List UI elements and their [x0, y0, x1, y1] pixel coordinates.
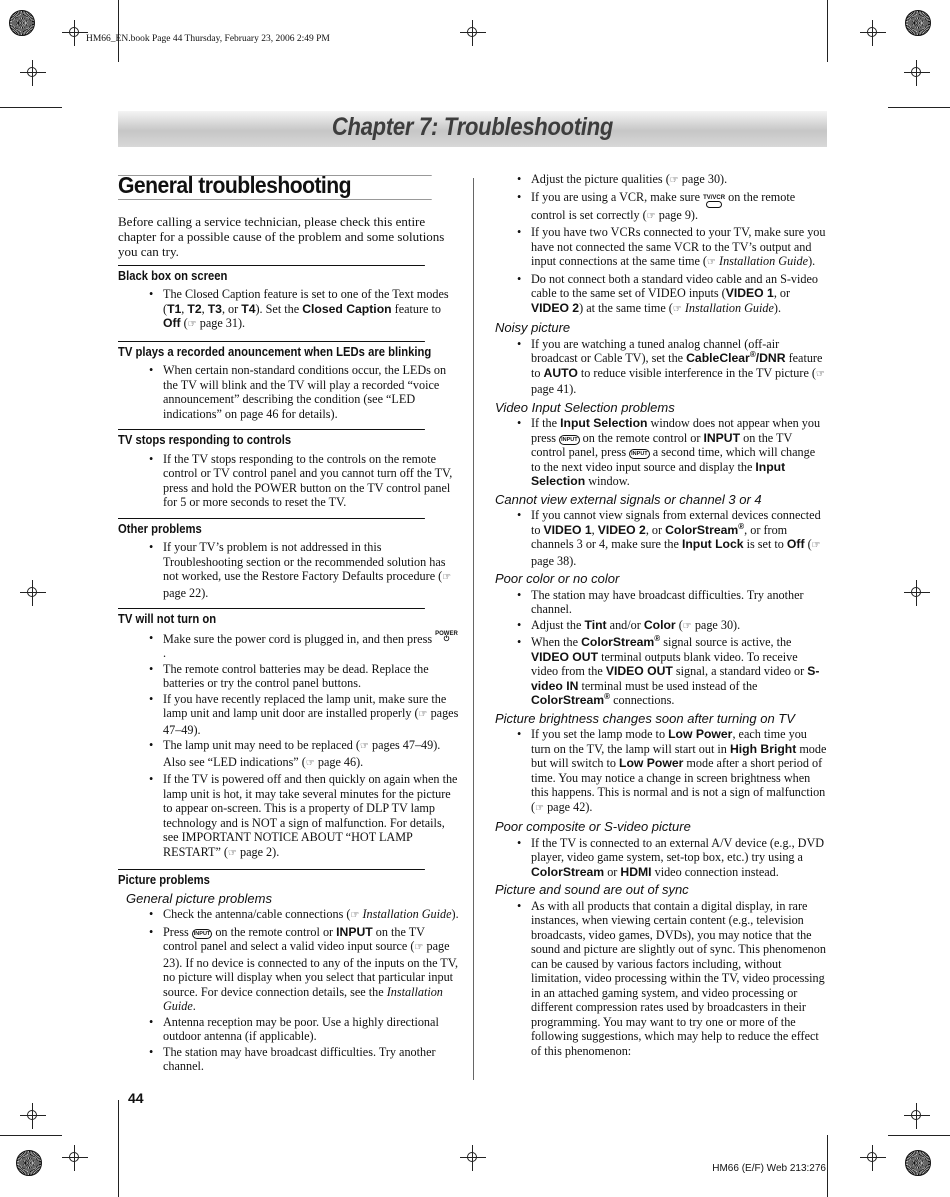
pointer-icon: ☞ [811, 540, 821, 551]
list-item: • When certain non-standard conditions occur, the LEDs on the TV will blink and the TV will play a recorded “voice announcement” describing the condition (see “LED indications” on page 46 for details). [118, 363, 459, 421]
list-item: • The remote control batteries may be dead. Replace the batteries or try the control panel buttons. [118, 662, 459, 691]
registration-disk-icon [16, 1150, 42, 1176]
list-item: • If you cannot view signals from external devices connected to VIDEO 1, VIDEO 2, or ColorStream®, or from channels 3 or 4, make sure the Input Lock is set to Off (☞ page 38). [495, 508, 827, 568]
pointer-icon: ☞ [442, 572, 452, 583]
list-item: • If the TV stops responding to the controls on the remote control or TV control panel and you cannot turn off the TV, press and hold the POWER button on the TV control panel for 5 or more seconds to reset the TV. [118, 452, 459, 510]
input-button-icon: INPUT [561, 436, 578, 443]
input-button-icon: INPUT [193, 930, 211, 937]
left-column [118, 172, 459, 1082]
crop-mark-icon [860, 20, 886, 46]
picture-problems-list [118, 907, 459, 1074]
crop-mark-icon [20, 60, 46, 86]
right-column [495, 172, 827, 1062]
will-not-turn-on-heading: TV will not turn on [118, 608, 425, 627]
list-item: • If you have recently replaced the lamp unit, make sure the lamp unit and lamp unit door are installed properly (☞ pages 47–49). [118, 692, 459, 738]
pointer-icon: ☞ [414, 942, 424, 953]
crop-mark-icon [460, 1145, 486, 1171]
pointer-icon: ☞ [535, 802, 545, 814]
composite-list [495, 836, 827, 880]
list-item: • If you are watching a tuned analog channel (off-air broadcast or Cable TV), set the CableClear®/DNR feature to AUTO to reduce visible interference in the TV picture (☞ page 41). [495, 337, 827, 397]
poor-color-list [495, 588, 827, 708]
crop-mark-icon [904, 1103, 930, 1129]
list-item: • If you have two VCRs connected to your TV, make sure you have not connected the same VCR to the TV’s output and input connections at the same time (☞ Installation Guide). [495, 225, 827, 271]
list-item: • As with all products that contain a digital display, in rare instances, when viewing certain content (e.g., television broadcasts, video games, DVDs), you may notice that the sound and picture are slightly out of sync. This phenomenon can be caused by various factors including, without limitation, video processing within the TV, video processing in an attached gaming system, and video processing or different compression rates used by broadcasters in their programming. You may want to try one or more of the following suggestions, which may help to reduce the effect of this phenomenon: [495, 899, 827, 1059]
video-input-selection-list [495, 416, 827, 489]
sync-heading: Picture and sound are out of sync [495, 882, 689, 897]
external-signals-heading: Cannot view external signals or channel 3 or 4 [495, 491, 762, 507]
trim-line [118, 1100, 119, 1197]
page-number: 44 [128, 1090, 144, 1106]
pointer-icon: ☞ [227, 847, 237, 859]
brightness-list [495, 727, 827, 816]
led-list [118, 363, 459, 421]
section-heading: General troubleshooting [118, 175, 432, 200]
input-button-icon: INPUT [631, 451, 648, 457]
crop-mark-icon [62, 1145, 88, 1171]
list-item: • The station may have broadcast difficulties. Try another channel. [495, 588, 827, 617]
stops-responding-heading: TV stops responding to controls [118, 429, 425, 448]
crop-mark-icon [460, 20, 486, 46]
trim-line [118, 0, 119, 62]
pointer-icon: ☞ [672, 303, 682, 315]
crop-mark-icon [904, 580, 930, 606]
general-picture-subheading: General picture problems [126, 890, 272, 906]
black-box-heading: Black box on screen [118, 265, 425, 284]
list-item: • The station may have broadcast difficulties. Try another channel. [118, 1045, 459, 1074]
column-divider [473, 178, 474, 1080]
print-slug: HM66_EN.book Page 44 Thursday, February 23, 2006 2:49 PM [86, 34, 330, 44]
pointer-icon: ☞ [682, 620, 692, 632]
trim-line [0, 107, 62, 108]
list-item: • Antenna reception may be poor. Use a highly directional outdoor antenna (if applicable). [118, 1015, 459, 1044]
list-item: • Adjust the picture qualities (☞ page 30). [495, 172, 827, 189]
pointer-icon: ☞ [646, 210, 656, 222]
sync-list [495, 899, 827, 1059]
pointer-icon: ☞ [418, 709, 428, 720]
list-item: • If the Input Selection window does not appear when you press INPUT on the remote control or INPUT on the TV control panel, press INPUT a second time, which will change to the next video input source and display the Input Selection window. [495, 416, 827, 489]
list-item: • If the TV is connected to an external A/V device (e.g., DVD player, video game system, set-top box, etc.) try using a ColorStream or HDMI video connection instead. [495, 836, 827, 880]
pointer-icon: ☞ [707, 257, 716, 268]
black-box-list [118, 287, 459, 333]
pointer-icon: ☞ [350, 910, 360, 921]
crop-mark-icon [904, 60, 930, 86]
brightness-heading: Picture brightness changes soon after turning on TV [495, 710, 795, 726]
list-item: • Do not connect both a standard video cable and an S-video cable to the same set of VIDEO inputs (VIDEO 1, or VIDEO 2) at the same time (☞ Installation Guide). [495, 272, 827, 318]
noisy-picture-heading: Noisy picture [495, 320, 571, 335]
crop-mark-icon [62, 20, 88, 46]
noisy-picture-list [495, 337, 827, 397]
picture-problems-heading: Picture problems [118, 869, 425, 888]
composite-heading: Poor composite or S-video picture [495, 819, 691, 834]
chapter-title: Chapter 7: Troubleshooting [331, 113, 614, 141]
list-item: • Press INPUT on the remote control or INPUT on the TV control panel and select a valid video input source (☞ page 23). If no device is connected to any of the inputs on the TV, no picture will display when you select that particular input source. For device connection details, see the Installation Guide. [118, 925, 459, 1014]
chapter-banner [118, 111, 827, 147]
list-item: • When the ColorStream® signal source is active, the VIDEO OUT terminal outputs blank video. To receive video from the VIDEO OUT signal, a standard video or S-video IN terminal must be used instead of the ColorStream® connections. [495, 635, 827, 708]
trim-line [827, 1135, 828, 1197]
pointer-icon: ☞ [815, 368, 825, 380]
pointer-icon: ☞ [669, 175, 679, 186]
registration-disk-icon [905, 1150, 931, 1176]
list-item: • Adjust the Tint and/or Color (☞ page 30). [495, 618, 827, 635]
trim-line [827, 0, 828, 62]
list-item: • If you set the lamp mode to Low Power, each time you turn on the TV, the lamp will start out in High Bright mode but will switch to Low Power mode after a short period of time. You may notice a change in screen brightness when this happens. This is normal and is not a sign of malfunction (☞ page 42). [495, 727, 827, 816]
pointer-icon: ☞ [305, 757, 315, 769]
crop-mark-icon [20, 580, 46, 606]
crop-mark-icon [20, 1103, 46, 1129]
list-item: • If you are using a VCR, make sure TV/VCR on the remote control is set correctly (☞ page 9). [495, 190, 827, 225]
stops-responding-list [118, 452, 459, 510]
list-item: • If your TV’s problem is not addressed in this Troubleshooting section or the recommended solution has not worked, use the Restore Factory Defaults procedure (☞ page 22). [118, 540, 459, 600]
other-problems-list [118, 540, 459, 600]
trim-line [888, 107, 950, 108]
pointer-icon: ☞ [359, 741, 369, 752]
list-item: • The lamp unit may need to be replaced (☞ pages 47–49). Also see “LED indications” (☞ page 46). [118, 738, 459, 771]
will-not-turn-on-list [118, 631, 459, 862]
list-item: • Check the antenna/cable connections (☞ Installation Guide). [118, 907, 459, 924]
video-input-selection-heading: Video Input Selection problems [495, 399, 675, 415]
other-problems-heading: Other problems [118, 518, 425, 537]
list-item: • If the TV is powered off and then quickly on again when the lamp unit is hot, it may take several minutes for the picture to appear on-screen. This is a property of DLP TV lamp technology and is NOT a sign of malfunction. For details, see IMPORTANT NOTICE ABOUT “HOT LAMP RESTART” (☞ page 2). [118, 772, 459, 861]
intro-paragraph: Before calling a service technician, please check this entire chapter for a possible cause of the problem and some solutions you can try. [118, 213, 445, 259]
poor-color-heading: Poor color or no color [495, 571, 620, 586]
trim-line [0, 1135, 62, 1136]
picture-problems-continued-list [495, 172, 827, 317]
registration-disk-icon [9, 10, 35, 36]
list-item: • The Closed Caption feature is set to one of the Text modes (T1, T2, T3, or T4). Set the Closed Caption feature to Off (☞ page 31). [118, 287, 459, 333]
registration-disk-icon [905, 10, 931, 36]
power-button-icon: POWER ⏻ [435, 630, 458, 643]
external-signals-list [495, 508, 827, 568]
trim-line [888, 1135, 950, 1136]
pointer-icon: ☞ [187, 319, 197, 330]
footer-code: HM66 (E/F) Web 213:276 [712, 1163, 826, 1174]
crop-mark-icon [860, 1145, 886, 1171]
tv-vcr-button-icon: TV/VCR [703, 195, 725, 208]
led-heading: TV plays a recorded anouncement when LEDs are blinking [118, 341, 425, 360]
list-item: • Make sure the power cord is plugged in, and then press POWER ⏻ . [118, 631, 459, 661]
